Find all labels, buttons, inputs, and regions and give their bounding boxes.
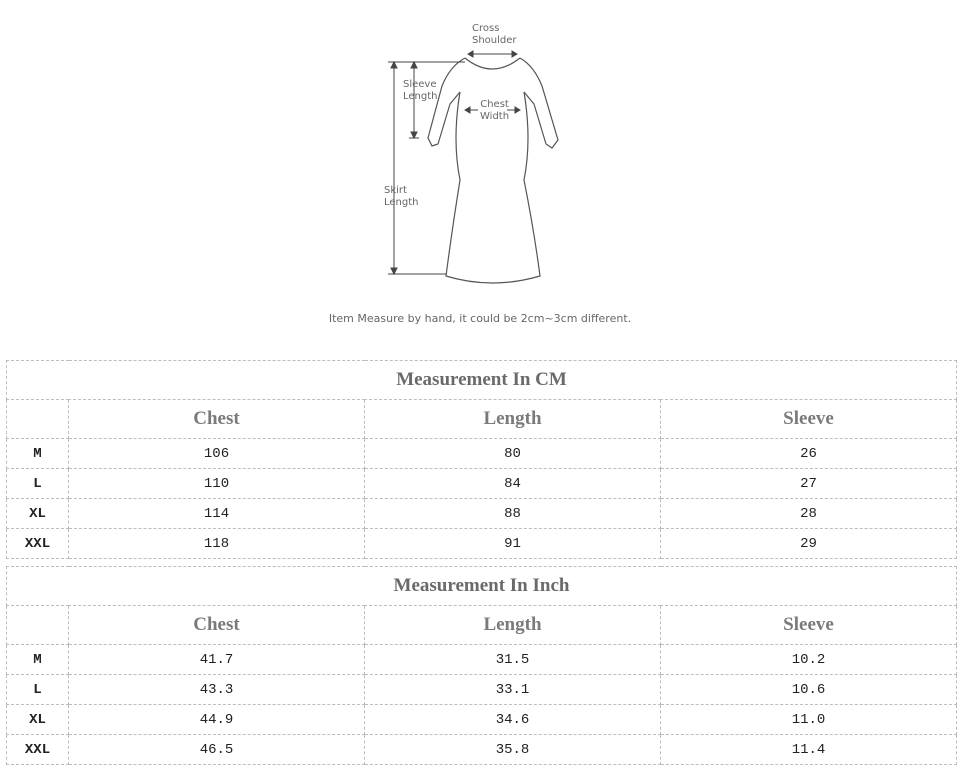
sleeve-value: 28 <box>661 499 957 529</box>
sleeve-value: 10.6 <box>661 675 957 705</box>
size-cell: L <box>7 469 69 499</box>
chest-value: 106 <box>69 439 365 469</box>
length-value: 31.5 <box>365 645 661 675</box>
column-header-sleeve: Sleeve <box>661 606 957 645</box>
size-cell: XXL <box>7 735 69 765</box>
table-row <box>7 529 957 559</box>
length-value: 88 <box>365 499 661 529</box>
size-cell: XL <box>7 705 69 735</box>
chest-value: 43.3 <box>69 675 365 705</box>
table-row <box>7 705 957 735</box>
table-row <box>7 645 957 675</box>
length-value: 34.6 <box>365 705 661 735</box>
column-header-length: Length <box>365 606 661 645</box>
header-empty-cell <box>7 400 69 439</box>
chest-value: 118 <box>69 529 365 559</box>
size-table-cm <box>6 360 957 559</box>
column-header-chest: Chest <box>69 606 365 645</box>
length-value: 84 <box>365 469 661 499</box>
length-value: 35.8 <box>365 735 661 765</box>
chest-value: 46.5 <box>69 735 365 765</box>
sleeve-value: 29 <box>661 529 957 559</box>
chest-width-label: Chest Width <box>480 99 510 122</box>
sleeve-value: 10.2 <box>661 645 957 675</box>
size-cell: M <box>7 645 69 675</box>
table-title: Measurement In CM <box>7 361 957 400</box>
column-header-sleeve: Sleeve <box>661 400 957 439</box>
table-row <box>7 469 957 499</box>
size-cell: M <box>7 439 69 469</box>
chest-value: 41.7 <box>69 645 365 675</box>
sleeve-value: 11.0 <box>661 705 957 735</box>
sleeve-value: 26 <box>661 439 957 469</box>
chest-value: 110 <box>69 469 365 499</box>
sleeve-value: 27 <box>661 469 957 499</box>
dress-measurement-diagram <box>320 0 640 340</box>
length-value: 80 <box>365 439 661 469</box>
length-value: 33.1 <box>365 675 661 705</box>
size-cell: XXL <box>7 529 69 559</box>
length-value: 91 <box>365 529 661 559</box>
column-header-chest: Chest <box>69 400 365 439</box>
table-row <box>7 499 957 529</box>
table-row <box>7 439 957 469</box>
chest-value: 114 <box>69 499 365 529</box>
sleeve-length-label: Sleeve Length <box>403 79 438 102</box>
table-row <box>7 735 957 765</box>
size-table-inch <box>6 566 957 765</box>
table-row <box>7 675 957 705</box>
column-header-length: Length <box>365 400 661 439</box>
measurement-note: Item Measure by hand, it could be 2cm~3cm different. <box>328 312 632 325</box>
sleeve-value: 11.4 <box>661 735 957 765</box>
header-empty-cell <box>7 606 69 645</box>
size-cell: L <box>7 675 69 705</box>
chest-value: 44.9 <box>69 705 365 735</box>
table-title: Measurement In Inch <box>7 567 957 606</box>
skirt-length-label: Skirt Length <box>384 185 419 208</box>
cross-shoulder-label: Cross Shoulder <box>472 23 517 46</box>
size-cell: XL <box>7 499 69 529</box>
